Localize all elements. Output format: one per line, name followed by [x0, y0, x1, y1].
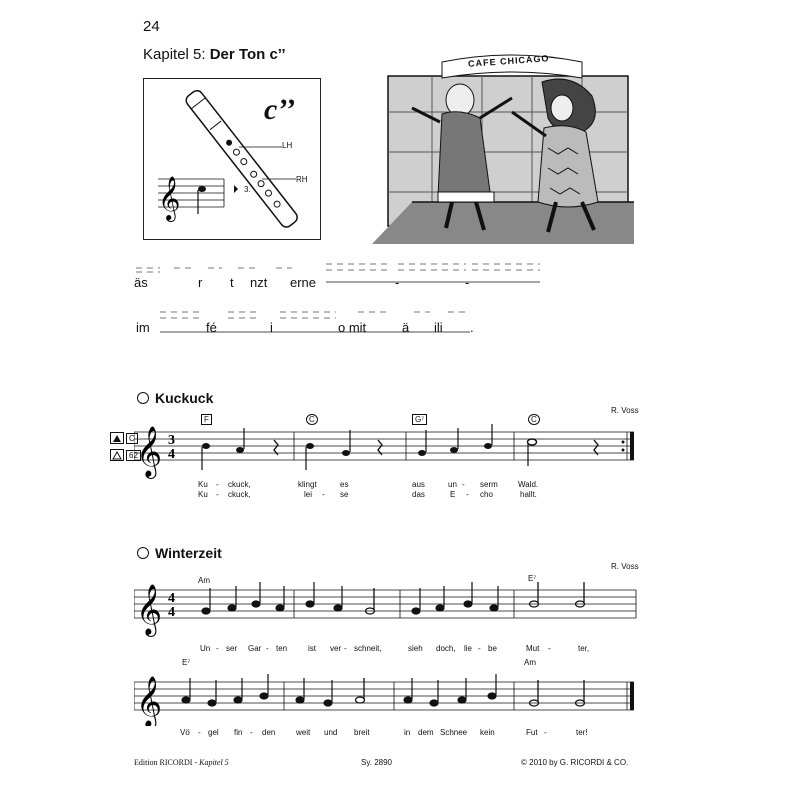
lyric: ver — [330, 644, 342, 653]
lyric: das — [412, 490, 425, 499]
lyric: klingt — [298, 480, 317, 489]
lyric: hallt. — [520, 490, 537, 499]
lyric: - — [216, 480, 219, 489]
lyric: ter, — [578, 644, 590, 653]
lyric: cho — [480, 490, 493, 499]
footer-copyright: © 2010 by G. RICORDI & CO. — [521, 758, 629, 767]
svg-text:4: 4 — [168, 591, 175, 606]
svg-text:𝄞: 𝄞 — [136, 676, 163, 726]
lyric: Ku — [198, 490, 208, 499]
lyric: be — [488, 644, 497, 653]
lyric: weit — [296, 728, 311, 737]
winterzeit-staff-1 — [134, 578, 639, 638]
kuckuck-staff — [134, 420, 639, 495]
side-label-62: 62 — [126, 450, 141, 461]
svg-text:4: 4 — [168, 605, 175, 620]
lyric: Mut — [526, 644, 540, 653]
lyric: dem — [418, 728, 434, 737]
chord-symbol: Am — [198, 576, 210, 585]
cafe-sign: CAFE CHICAGO — [467, 53, 550, 69]
song-title-winterzeit — [137, 545, 222, 561]
rhythm-syllable: fé — [206, 320, 217, 335]
winterzeit-staff-2 — [134, 670, 639, 726]
chapter-title: Der Ton c’’ — [209, 46, 286, 63]
lyric: es — [340, 480, 349, 489]
chord-symbol: C — [306, 414, 318, 425]
rhythm-syllable: nzt — [250, 275, 268, 290]
lyric: - — [250, 728, 253, 737]
triangle-icon — [110, 432, 124, 444]
lyric: Un — [200, 644, 211, 653]
lyric: - — [466, 490, 469, 499]
rhythm-syllable: o mit — [338, 320, 367, 335]
rhythm-syllable: r — [198, 275, 203, 290]
lyric: sieh — [408, 644, 423, 653]
svg-text:𝄞: 𝄞 — [136, 584, 163, 635]
checkbox-circle-icon — [137, 392, 149, 404]
lyric: kein — [480, 728, 495, 737]
lyric: lie — [464, 644, 473, 653]
thumb-hole-label: 3. — [244, 185, 251, 194]
page-number: 24 — [143, 18, 160, 35]
lyric: fin — [234, 728, 243, 737]
lyric: ser — [226, 644, 238, 653]
lyric: breit — [354, 728, 370, 737]
fingering-note-label: c’’ — [264, 93, 296, 126]
rhythm-syllable: t — [230, 275, 234, 290]
song-title-text: Kuckuck — [155, 390, 214, 406]
lyric: Gar — [248, 644, 262, 653]
lyric: doch, — [436, 644, 456, 653]
triangle-outline-icon — [110, 449, 124, 461]
song-title-text: Winterzeit — [155, 545, 222, 561]
chapter-prefix: Kapitel 5: — [143, 46, 210, 63]
lyric: serm — [480, 480, 498, 489]
lyric: se — [340, 490, 349, 499]
lyric: Schnee — [440, 728, 468, 737]
lyric: schneit, — [354, 644, 382, 653]
composer: R. Voss — [611, 406, 639, 415]
lyric: und — [324, 728, 338, 737]
rhythm-syllable: - — [395, 275, 400, 290]
lyric: un — [448, 480, 457, 489]
lyric: E — [450, 490, 456, 499]
rhythm-syllable: ili — [434, 320, 443, 335]
lyric: ckuck, — [228, 490, 251, 499]
checkbox-circle-icon — [137, 547, 149, 559]
rhythm-syllable: - — [465, 275, 470, 290]
chord-symbol: F — [201, 414, 212, 425]
lyric: Fut — [526, 728, 538, 737]
rhythm-syllable: i — [270, 320, 273, 335]
lyric: den — [262, 728, 276, 737]
lyric: ckuck, — [228, 480, 251, 489]
left-hand-label: LH — [282, 141, 293, 150]
lyric: - — [198, 728, 201, 737]
svg-text:4: 4 — [168, 447, 175, 462]
lyric: ten — [276, 644, 288, 653]
svg-text:𝄞: 𝄞 — [158, 176, 181, 220]
lyric: gel — [208, 728, 219, 737]
footer-left — [134, 758, 229, 767]
chord-symbol: E⁷ — [528, 574, 537, 583]
rhythm-syllable: ä — [402, 320, 410, 335]
lyric: - — [462, 480, 465, 489]
lyric: Wald. — [518, 480, 539, 489]
footer-chapter: Kapitel 5 — [199, 758, 229, 767]
chord-symbol: Am — [524, 658, 536, 667]
svg-text:3: 3 — [168, 433, 175, 448]
lyric: in — [404, 728, 411, 737]
svg-text:𝄞: 𝄞 — [136, 426, 163, 477]
footer-edition: Edition RICORDI - — [134, 758, 200, 767]
rhythm-syllable: . — [470, 320, 474, 335]
lyric: Vö — [180, 728, 190, 737]
chord-symbol: E⁷ — [182, 658, 191, 667]
rhythm-syllable: äs — [134, 275, 148, 290]
rhythm-syllable: im — [136, 320, 150, 335]
lyric: ist — [308, 644, 316, 653]
lyric: - — [548, 644, 551, 653]
lyric: - — [322, 490, 325, 499]
side-label-c: C — [126, 433, 138, 444]
lyric: - — [216, 644, 219, 653]
lyric: - — [344, 644, 347, 653]
lyric: - — [544, 728, 547, 737]
chord-symbol: C — [528, 414, 540, 425]
lyric: Ku — [198, 480, 208, 489]
lyric: - — [478, 644, 481, 653]
lyric: aus — [412, 480, 425, 489]
lyric: - — [266, 644, 269, 653]
rhythm-syllable: erne — [290, 275, 317, 290]
right-hand-label: RH — [296, 175, 308, 184]
song-title-kuckuck — [137, 390, 213, 406]
lyric: ter! — [576, 728, 588, 737]
lyric: - — [216, 490, 219, 499]
composer: R. Voss — [611, 562, 639, 571]
chord-symbol: G⁷ — [412, 414, 427, 425]
footer-catalog-number: Sy. 2890 — [361, 758, 392, 767]
lyric: lei — [304, 490, 313, 499]
